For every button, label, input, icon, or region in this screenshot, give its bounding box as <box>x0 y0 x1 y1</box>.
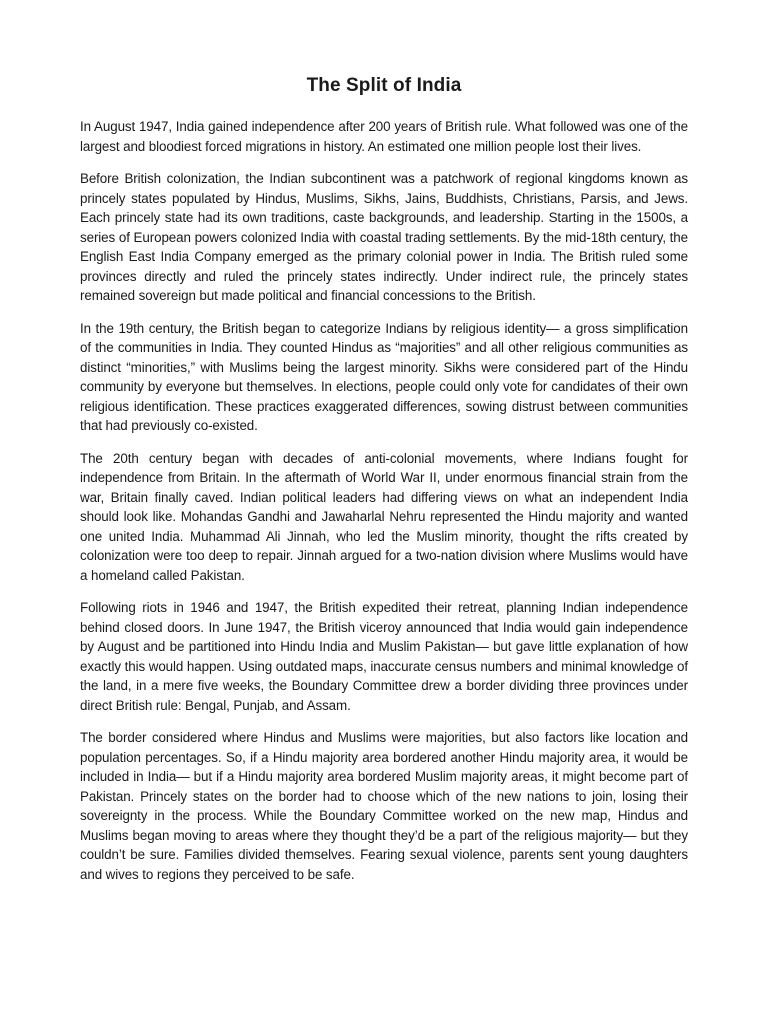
paragraph-2: Before British colonization, the Indian subcontinent was a patchwork of regional kingdoms known as princely states populated by Hindus, Muslims, Sikhs, Jains, Buddhists, Christians, Parsis, and Jews. Each princely state had its own traditions, caste backgrounds, and leadership. Starting in the 1500s, a series of European powers colonized India with coastal trading settlements. By the mid-18th century, the English East India Company emerged as the primary colonial power in India. The British ruled some provinces directly and ruled the princely states indirectly. Under indirect rule, the princely states remained sovereign but made political and financial concessions to the British. <box>80 171 688 303</box>
paragraph-5: Following riots in 1946 and 1947, the British expedited their retreat, planning Indian independence behind closed doors. In June 1947, the British viceroy announced that India would gain independence by August and be partitioned into Hindu India and Muslim Pakistan— but gave little explanation of how exactly this would happen. Using outdated maps, inaccurate census numbers and minimal knowledge of the land, in a mere five weeks, the Boundary Committee drew a border dividing three provinces under direct British rule: Bengal, Punjab, and Assam. <box>80 600 688 713</box>
paragraph-4: The 20th century began with decades of anti-colonial movements, where Indians fought for independence from Britain. In the aftermath of World War II, under enormous financial strain from the war, Britain finally caved. Indian political leaders had differing views on what an independent India should look like. Mohandas Gandhi and Jawaharlal Nehru represented the Hindu majority and wanted one united India. Muhammad Ali Jinnah, who led the Muslim minority, thought the rifts created by colonization were too deep to repair. Jinnah argued for a two-nation division where Muslims would have a homeland called Pakistan. <box>80 450 688 583</box>
paragraph-3: In the 19th century, the British began to categorize Indians by religious identity— a gross simplification of the communities in India. They counted Hindus as “majorities” and all other religious communities as distinct “minorities,” with Muslims being the largest minority. Sikhs were considered part of the Hindu community by everyone but themselves. In elections, people could only vote for candidates of their own religious identification. These practices exaggerated differences, sowing distrust between communities that had previously co-existed. <box>80 320 688 433</box>
document-page <box>80 72 688 897</box>
document-title: The Split of India <box>306 75 462 96</box>
paragraph-1: In August 1947, India gained independence after 200 years of British rule. What followed was one of the largest and bloodiest forced migrations in history. An estimated one million people lost their lives. <box>80 119 688 154</box>
paragraph-6: The border considered where Hindus and Muslims were majorities, but also factors like location and population percentages. So, if a Hindu majority area bordered another Hindu majority area, it would be included in India— but if a Hindu majority area bordered Muslim majority areas, it might become part of Pakistan. Princely states on the border had to choose which of the new nations to join, losing their sovereignty in the process. While the Boundary Committee worked on the new map, Hindus and Muslims began moving to areas where they thought they’d be a part of the religious majority— but they couldn’t be sure. Families divided themselves. Fearing sexual violence, parents sent young daughters and wives to regions they perceived to be safe. <box>80 730 688 882</box>
